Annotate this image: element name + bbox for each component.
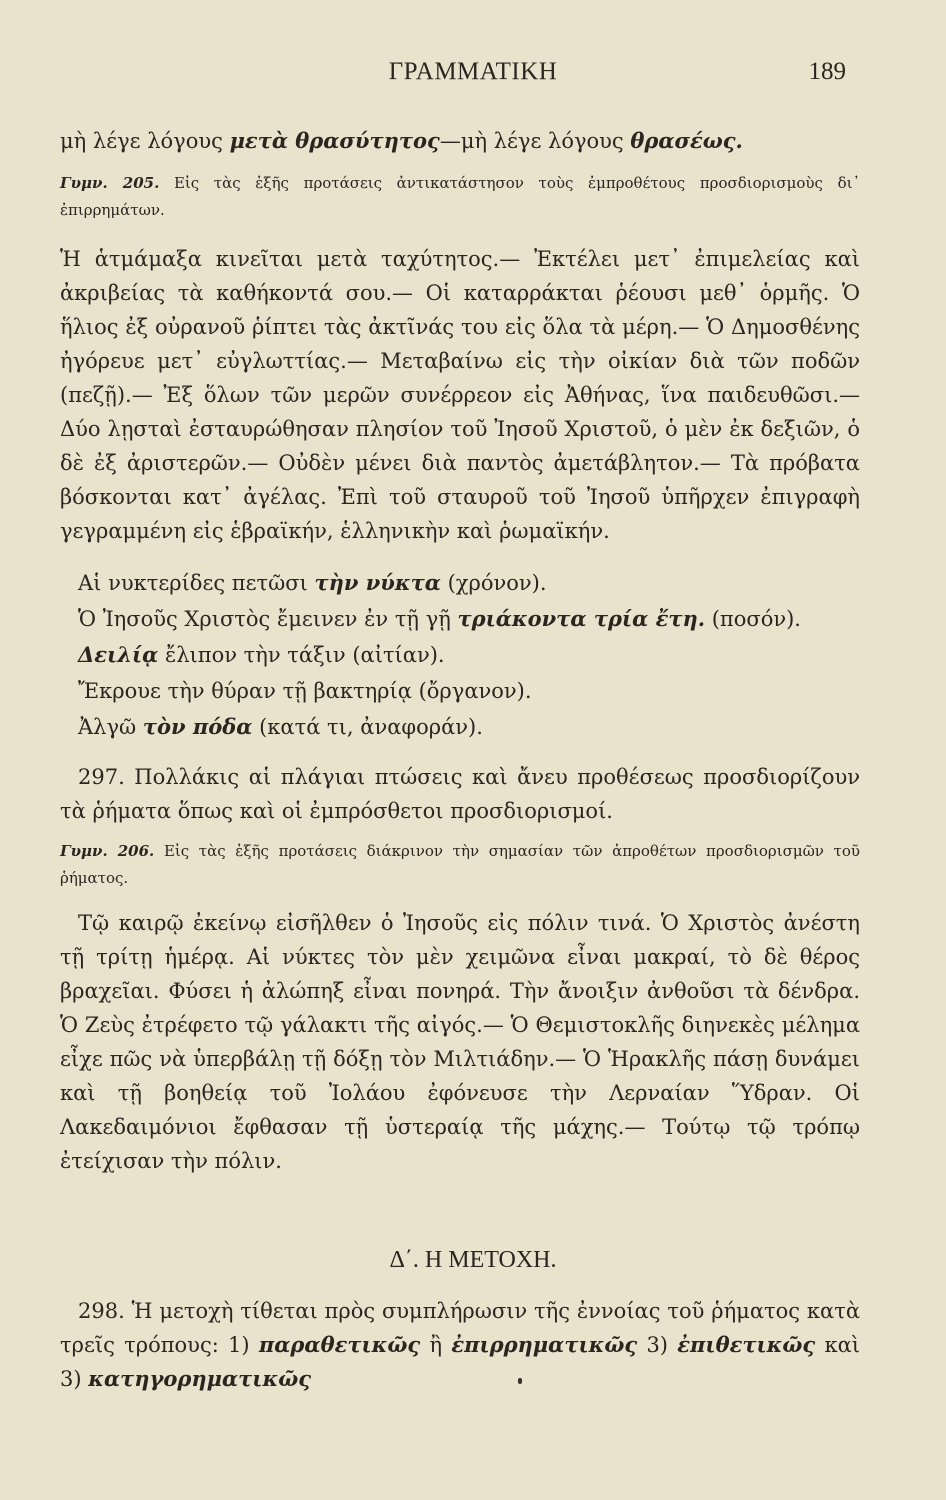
exercise-205-instruction bbox=[60, 170, 860, 224]
section-298-mid-3: καὶ 3) bbox=[60, 1333, 860, 1391]
example-5-bold: τὸν πόδα bbox=[142, 714, 253, 739]
section-298-mid-2: 3) bbox=[637, 1333, 678, 1357]
example-line-4 bbox=[60, 674, 860, 708]
example-3-after: ἔλιπον τὴν τάξιν (αἰτίαν). bbox=[158, 643, 445, 667]
section-298-mid-1: ἢ bbox=[420, 1333, 452, 1357]
example-line-1 bbox=[60, 566, 860, 600]
page-number: 189 bbox=[808, 58, 846, 85]
example-line-5 bbox=[60, 710, 860, 744]
section-298-term-3: ἐπιθετικῶς bbox=[677, 1332, 816, 1357]
section-298-term-1: παραθετικῶς bbox=[258, 1332, 421, 1357]
section-298-text bbox=[60, 1294, 860, 1396]
intro-text-c: —μὴ λέγε λόγους bbox=[439, 129, 631, 153]
section-298-start: 298. Ἡ μετοχὴ τίθεται πρὸς συμπλήρωσιν τῆς ἐννοίας τοῦ ῥήματος κατὰ τρεῖς τρόπους: 1) bbox=[60, 1299, 860, 1357]
example-2-before: Ὁ Ἰησοῦς Χριστὸς ἔμεινεν ἐν τῇ γῇ bbox=[78, 607, 458, 631]
example-5-after: (κατά τι, ἀναφοράν). bbox=[252, 715, 483, 739]
example-4-before: Ἔκρουε τὴν θύραν τῇ βακτηρίᾳ (ὄργανον). bbox=[78, 679, 532, 703]
example-1-before: Αἱ νυκτερίδες πετῶσι bbox=[78, 571, 315, 595]
section-298-term-2: ἐπιρρηματικῶς bbox=[451, 1332, 638, 1357]
exercise-206-instruction bbox=[60, 838, 860, 892]
example-1-bold: τὴν νύκτα bbox=[314, 570, 441, 595]
example-2-after: (ποσόν). bbox=[705, 607, 801, 631]
section-298-term-4: κατηγορηματικῶς bbox=[88, 1366, 311, 1391]
intro-line bbox=[60, 124, 860, 158]
intro-emphasis-d: θρασέως. bbox=[630, 128, 743, 153]
exercise-206-instruction-text: Εἰς τὰς ἑξῆς προτάσεις διάκρινον τὴν σημασίαν τῶν ἀπροθέτων προσδιορισμῶν τοῦ ῥήματος. bbox=[60, 842, 860, 887]
section-297-text: 297. Πολλάκις αἱ πλάγιαι πτώσεις καὶ ἄνευ προθέσεως προσδιορίζουν τὰ ῥήματα ὅπως καὶ οἱ ἐμπρόσθετοι προσδιορισμοί. bbox=[60, 765, 860, 823]
intro-text-a: μὴ λέγε λόγους bbox=[60, 129, 230, 153]
example-1-after: (χρόνον). bbox=[440, 571, 547, 595]
ink-speck bbox=[518, 1378, 522, 1384]
exercise-206-label: Γυμν. 206. bbox=[60, 842, 155, 860]
intro-emphasis-b: μετὰ θρασύτητος bbox=[229, 128, 440, 153]
section-heading: Δ΄. Η ΜΕΤΟΧΗ. bbox=[389, 1247, 557, 1273]
running-title: ΓΡΑΜΜΑΤΙΚΗ bbox=[388, 58, 558, 85]
exercise-205-label: Γυμν. 205. bbox=[60, 174, 160, 192]
exercise-205-instruction-text: Εἰς τὰς ἑξῆς προτάσεις ἀντικατάστησον τοὺς ἐμπροθέτους προσδιορισμοὺς δι᾽ ἐπιρρημάτων. bbox=[60, 174, 860, 219]
example-5-before: Ἀλγῶ bbox=[78, 715, 143, 739]
example-line-2 bbox=[60, 602, 860, 636]
example-2-bold: τριάκοντα τρία ἔτη. bbox=[457, 606, 706, 631]
example-line-3 bbox=[60, 638, 860, 672]
exercise-206-text: Τῷ καιρῷ ἐκείνῳ εἰσῆλθεν ὁ Ἰησοῦς εἰς πόλιν τινά. Ὁ Χριστὸς ἀνέστη τῇ τρίτῃ ἡμέρᾳ. Αἱ νύκτες τὸν μὲν χειμῶνα εἶναι μακραί, τὸ δὲ θέρος βραχεῖαι. Φύσει ἡ ἀλώπηξ εἶναι πονηρά. Τὴν ἄνοιξιν ἀνθοῦσι τὰ δένδρα. Ὁ Ζεὺς ἐτρέφετο τῷ γάλακτι τῆς αἰγός.— Ὁ Θεμιστοκλῆς διηνεκὲς μέλημα εἶχε πῶς νὰ ὑπερβάλῃ τῇ δόξῃ τὸν Μιλτιάδην.— Ὁ Ἡρακλῆς πάσῃ δυνάμει καὶ τῇ βοηθείᾳ τοῦ Ἰολάου ἐφόνευσε τὴν Λερναίαν Ὕδραν. Οἱ Λακεδαιμόνιοι ἔφθασαν τῇ ὑστεραίᾳ τῆς μάχης.— Τούτῳ τῷ τρόπῳ ἐτείχισαν τὴν πόλιν. bbox=[60, 911, 860, 1173]
example-3-bold: Δειλίᾳ bbox=[78, 642, 159, 667]
exercise-205-text: Ἡ ἁτμάμαξα κινεῖται μετὰ ταχύτητος.— Ἐκτέλει μετ᾽ ἐπιμελείας καὶ ἀκριβείας τὰ καθήκοντά σου.— Οἱ καταρράκται ῥέουσι μεθ᾽ ὁρμῆς. Ὁ ἥλιος ἐξ οὐρανοῦ ῥίπτει τὰς ἀκτῖνάς του εἰς ὅλα τὰ μέρη.— Ὁ Δημοσθένης ἠγόρευε μετ᾽ εὐγλωττίας.— Μεταβαίνω εἰς τὴν οἰκίαν διὰ τῶν ποδῶν (πεζῇ).— Ἐξ ὅλων τῶν μερῶν συνέρρεον εἰς Ἀθήνας, ἵνα παιδευθῶσι.— Δύο λῃσταὶ ἐσταυρώθησαν πλησίον τοῦ Ἰησοῦ Χριστοῦ, ὁ μὲν ἐκ δεξιῶν, ὁ δὲ ἐξ ἀριστερῶν.— Οὐδὲν μένει διὰ παντὸς ἀμετάβλητον.— Τὰ πρόβατα βόσκονται κατ᾽ ἀγέλας. Ἐπὶ τοῦ σταυροῦ τοῦ Ἰησοῦ ὑπῆρχεν ἐπιγραφὴ γεγραμμένη εἰς ἑβραϊκήν, ἑλληνικὴν καὶ ῥωμαϊκήν. bbox=[60, 247, 860, 543]
